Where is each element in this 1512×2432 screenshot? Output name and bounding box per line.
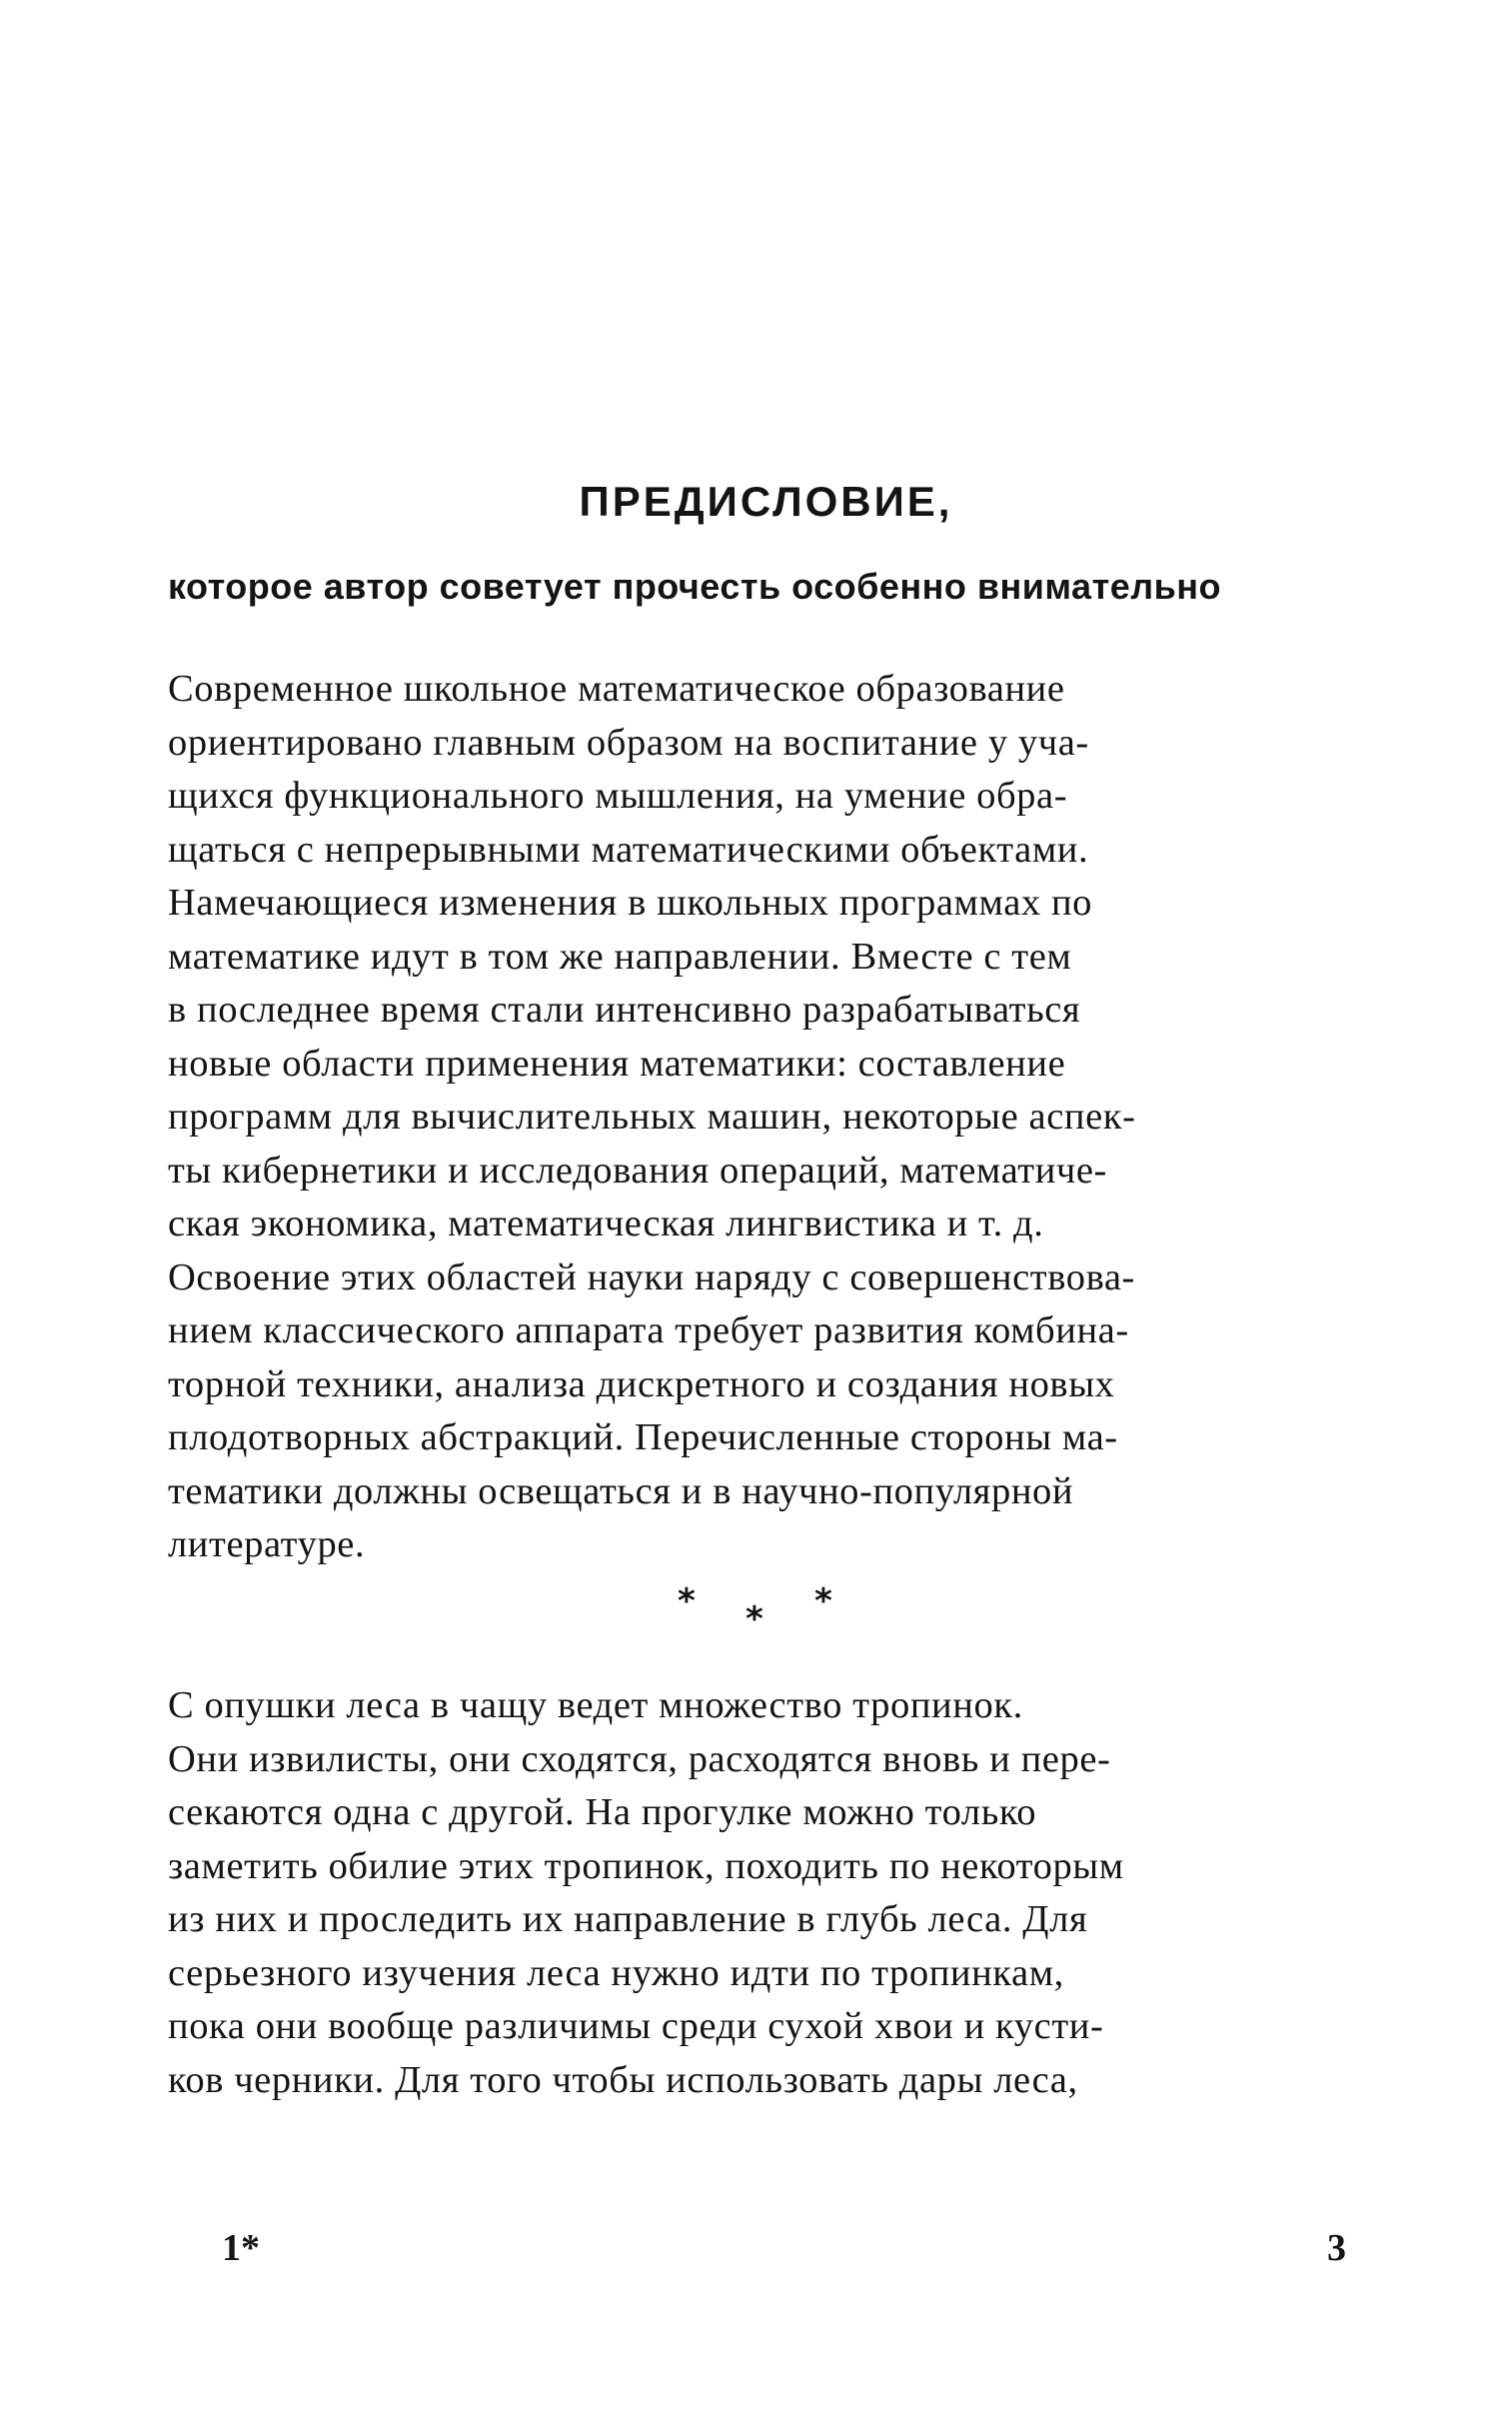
page-subtitle: которое автор советует прочесть особенно внимательно bbox=[168, 566, 1221, 607]
separator-asterisk: * bbox=[746, 1599, 763, 1639]
preface-paragraph-1: Современное школьное математическое образование ориентировано главным образом на воспитание у уча- щихся функционального мышления, на умение обра- щаться с непрерывными математическими объектами. Намечающиеся изменения в школьных программах по математике идут в том же направлении. Вместе с тем в последнее время стали интенсивно разрабатываться новые области применения математики: составление программ для вычислительных машин, некоторые аспек- ты кибернетики и исследования операций, математиче- ская экономика, математическая лингвистика и т. д. Освоение этих областей науки наряду с совершенствова- нием классического аппарата требует развития комбина- торной техники, анализа дискретного и создания новых плодотворных абстракций. Перечисленные стороны ма- тематики должны освещаться и в научно-популярной литературе. bbox=[168, 668, 1136, 1565]
printer-signature-mark: 1* bbox=[222, 2227, 260, 2269]
page-number: 3 bbox=[1327, 2227, 1346, 2269]
page-title: ПРЕДИСЛОВИЕ, bbox=[579, 478, 953, 525]
section-separator bbox=[0, 1581, 1512, 1641]
preface-paragraph-2: С опушки леса в чащу ведет множество тропинок. Они извилисты, они сходятся, расходятся вновь и пере- секаются одна с другой. На прогулке можно только заметить обилие этих тропинок, походить по некоторым из них и проследить их направление в глубь леса. Для серьезного изучения леса нужно идти по тропинкам, пока они вообще различимы среди сухой хвои и кусти- ков черники. Для того чтобы использовать дары леса, bbox=[168, 1684, 1124, 2101]
separator-asterisk: * bbox=[814, 1581, 832, 1621]
separator-asterisk: * bbox=[678, 1581, 696, 1621]
